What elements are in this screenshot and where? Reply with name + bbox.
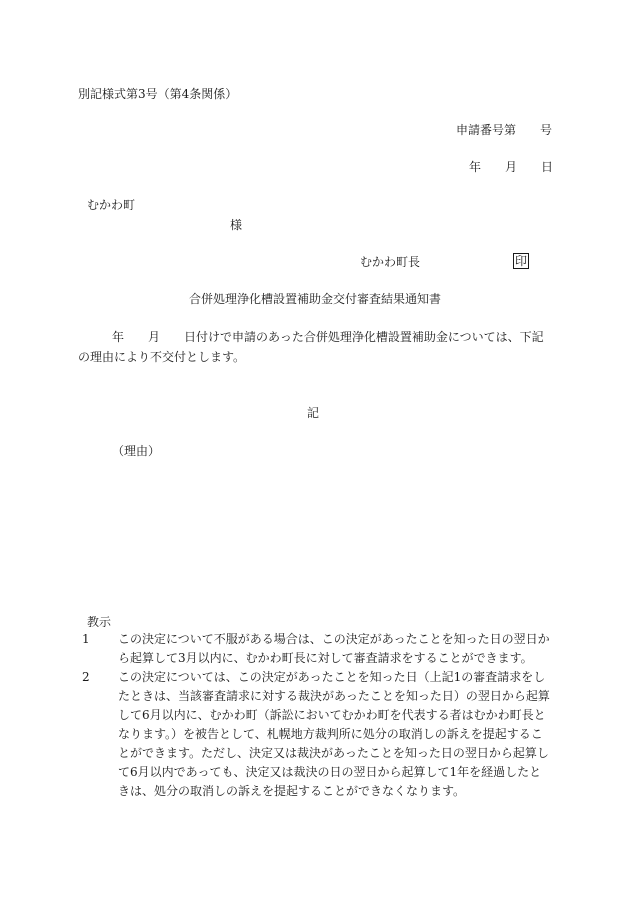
date-line: 年 月 日 — [469, 160, 554, 174]
item-number: 2 — [82, 670, 90, 684]
item-number: 1 — [82, 632, 90, 646]
instruction-item-2 — [82, 668, 550, 801]
item-text: この決定について不服がある場合は、この決定があったことを知った日の翌日から起算して3月以内に、むかわ町長に対して審査請求をすることができます。 — [118, 632, 550, 665]
application-number: 申請番号第 号 — [456, 123, 553, 137]
ki-label: 記 — [307, 406, 320, 420]
recipient-town: むかわ町 — [87, 198, 136, 212]
issuer-seal — [513, 253, 529, 269]
instruction-item-1 — [82, 630, 550, 668]
item-text: この決定については、この決定があったことを知った日（上記1の審査請求をしたときは、当該審査請求に対する裁決があったことを知った日）の翌日から起算して6月以内に、むかわ町（訴訟においてむかわ町を代表する者はむかわ町長となります。）を被告として、札幌地方裁判所に処分の取消しの訴えを提起することができます。ただし、決定又は裁決があったことを知った日の翌日から起算して6月以内であっても、決定又は裁決の日の翌日から起算して1年を経過したときは、処分の取消しの訴えを提起することができなくなります。 — [118, 670, 550, 798]
form-header: 別記様式第3号（第4条関係） — [78, 87, 238, 101]
recipient-honorific: 様 — [230, 218, 243, 232]
instruction-heading: 教示 — [87, 615, 112, 629]
document-title: 合併処理浄化槽設置補助金交付審査結果通知書 — [189, 292, 442, 306]
seal-stamp: 印 — [515, 254, 528, 268]
issuer-name: むかわ町長 — [360, 255, 421, 269]
reason-label: （理由） — [112, 444, 161, 458]
body-text: 年 月 日付けで申請のあった合併処理浄化槽設置補助金については、下記の理由により不交付とします。 — [78, 330, 544, 364]
